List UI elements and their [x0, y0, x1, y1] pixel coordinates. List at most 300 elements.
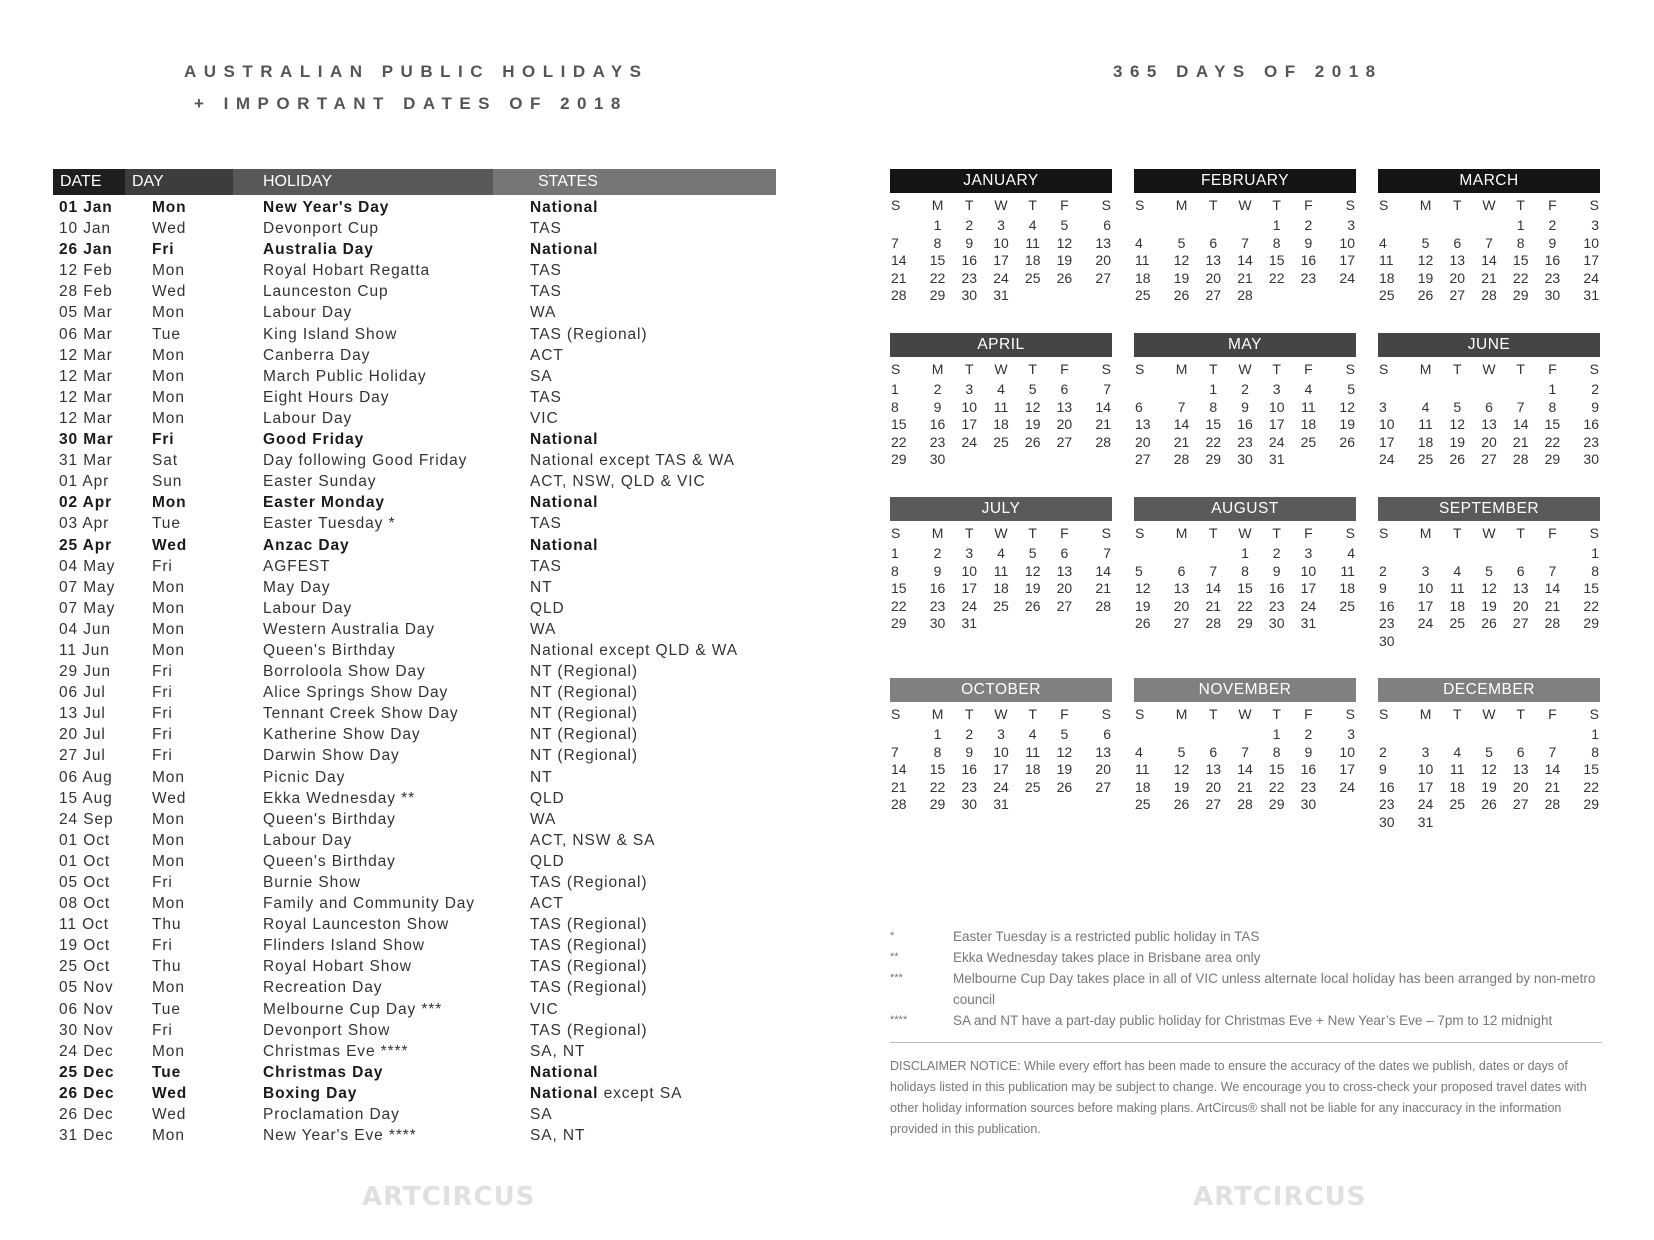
cell-day: Mon — [152, 367, 185, 385]
day-cell — [1229, 217, 1261, 235]
day-cell: 8 — [1209, 398, 1218, 415]
day-cell: 9 — [965, 743, 974, 760]
cell-states: TAS — [530, 557, 562, 575]
table-row — [53, 535, 776, 556]
cell-day: Fri — [152, 1021, 173, 1039]
day-cell — [1441, 381, 1473, 399]
day-cell: 27 — [1205, 796, 1222, 813]
cell-states-main: National — [530, 1084, 599, 1102]
day-cell: 19 — [1056, 761, 1073, 778]
table-row — [53, 851, 776, 872]
cell-day: Mon — [152, 1127, 185, 1145]
cell-date: 15 Aug — [59, 789, 113, 807]
day-cell: 26 — [1417, 287, 1434, 304]
day-cell: 4 — [1421, 398, 1430, 415]
day-cell: 15 — [1237, 580, 1253, 597]
weekday-label: M — [1175, 197, 1188, 213]
day-cell — [985, 451, 1017, 469]
day-cell: 14 — [1095, 562, 1111, 579]
cell-states: ACT — [530, 895, 564, 913]
week-row — [890, 434, 1112, 452]
week-row — [1134, 451, 1356, 469]
weekday-label: M — [1175, 361, 1188, 377]
cell-day: Wed — [152, 220, 187, 238]
day-cell: 10 — [961, 562, 978, 579]
day-cell: 6 — [1209, 743, 1218, 760]
day-cell: 17 — [1379, 433, 1395, 450]
cell-states: SA — [530, 367, 553, 385]
week-row — [890, 615, 1112, 633]
day-cell: 27 — [1205, 287, 1222, 304]
table-row — [53, 1125, 776, 1146]
day-cell: 9 — [1591, 398, 1599, 415]
day-cell: 5 — [1177, 234, 1186, 251]
cell-states: TAS (Regional) — [530, 958, 648, 976]
footnotes — [890, 926, 1602, 1031]
weekday-label: T — [1209, 706, 1218, 722]
day-cell: 22 — [929, 778, 946, 795]
cell-day: Mon — [152, 409, 185, 427]
day-cell — [1441, 726, 1473, 744]
day-cell: 3 — [965, 545, 974, 561]
day-cell: 30 — [961, 287, 978, 304]
day-cell: 14 — [1173, 416, 1190, 433]
day-cell — [1197, 545, 1229, 563]
cell-states: TAS — [530, 283, 562, 301]
cell-date: 12 Mar — [59, 367, 113, 385]
day-cell: 20 — [1512, 597, 1529, 614]
cell-states: NT (Regional) — [530, 663, 638, 681]
day-cell: 21 — [1544, 597, 1561, 614]
weekday-label: T — [1028, 525, 1037, 541]
day-cell: 22 — [891, 597, 907, 614]
day-cell — [1441, 814, 1473, 832]
day-cell — [1410, 633, 1442, 651]
cell-states: NT — [530, 578, 553, 596]
day-cell: 6 — [1485, 398, 1493, 415]
day-cell: 1 — [1591, 545, 1599, 561]
cell-day: Mon — [152, 304, 185, 322]
cell-holiday: Easter Tuesday * — [263, 515, 396, 533]
cell-holiday: Recreation Day — [263, 979, 383, 997]
day-cell: 11 — [1379, 252, 1394, 269]
cell-day: Wed — [152, 1106, 187, 1124]
day-cell: 7 — [891, 234, 899, 251]
day-cell: 17 — [1268, 416, 1285, 433]
weekday-label: M — [1419, 197, 1432, 213]
day-cell: 11 — [1450, 761, 1465, 778]
cell-holiday: Anzac Day — [263, 536, 350, 554]
day-cell: 22 — [1544, 433, 1561, 450]
weekday-label: M — [931, 197, 944, 213]
day-cell — [1080, 451, 1112, 469]
day-cell: 18 — [1379, 269, 1395, 286]
weekday-label: T — [1516, 525, 1525, 541]
day-cell: 14 — [1544, 761, 1561, 778]
day-cell: 13 — [1512, 761, 1529, 778]
day-cell: 15 — [1583, 761, 1599, 778]
day-cell: 29 — [1544, 451, 1561, 468]
day-cell: 5 — [1060, 217, 1069, 233]
weekday-labels — [1378, 195, 1600, 217]
cell-states: TAS (Regional) — [530, 874, 648, 891]
day-cell — [1049, 796, 1081, 814]
day-cell: 12 — [1135, 580, 1151, 597]
day-cell — [1378, 545, 1410, 563]
day-cell: 20 — [1173, 597, 1190, 614]
day-cell: 29 — [1237, 615, 1253, 632]
day-cell: 22 — [1583, 597, 1599, 614]
week-row — [1134, 217, 1356, 235]
cell-holiday: Alice Springs Show Day — [263, 684, 449, 702]
weekday-label: S — [1135, 525, 1145, 541]
day-cell: 7 — [1177, 398, 1186, 415]
cell-day: Sat — [152, 452, 178, 470]
cell-holiday: Flinders Island Show — [263, 937, 425, 955]
weekday-label: S — [1101, 525, 1111, 541]
cell-day: Tue — [152, 325, 181, 343]
cell-holiday: Burnie Show — [263, 874, 361, 891]
day-cell: 16 — [1544, 252, 1561, 269]
table-row — [53, 809, 776, 830]
day-cell: 28 — [891, 287, 907, 304]
cell-states: QLD — [530, 789, 565, 807]
week-row — [1134, 287, 1356, 305]
day-cell: 16 — [929, 416, 946, 433]
day-cell: 18 — [1024, 761, 1041, 778]
weekday-label: S — [1135, 706, 1145, 722]
weekday-label: S — [1135, 197, 1145, 213]
table-row — [53, 1083, 776, 1104]
cell-date: 28 Feb — [59, 283, 113, 301]
cell-states: WA — [530, 620, 557, 638]
month-header: FEBRUARY — [1134, 169, 1356, 193]
week-row — [890, 598, 1112, 616]
day-cell: 19 — [1173, 269, 1190, 286]
day-cell: 24 — [961, 433, 978, 450]
cell-holiday: Family and Community Day — [263, 895, 475, 913]
cell-date: 26 Jan — [59, 241, 113, 259]
day-cell: 31 — [1583, 287, 1599, 304]
day-cell: 1 — [1591, 726, 1599, 742]
table-row — [53, 661, 776, 682]
day-cell — [1473, 545, 1505, 563]
weekday-label: W — [1238, 197, 1252, 213]
day-cell: 7 — [1241, 743, 1249, 760]
day-cell: 21 — [891, 778, 907, 795]
footnote — [890, 1010, 1602, 1031]
table-body — [53, 197, 776, 1146]
weekday-label: T — [1209, 197, 1218, 213]
artcircus-logo-right: ARTCIRCUS — [1193, 1182, 1367, 1212]
day-cell: 8 — [1272, 743, 1281, 760]
day-cell: 19 — [1135, 597, 1151, 614]
table-row — [53, 640, 776, 661]
weekday-label: T — [1028, 706, 1037, 722]
day-cell: 4 — [1135, 743, 1143, 760]
day-cell — [1324, 796, 1356, 814]
day-cell: 21 — [1095, 416, 1111, 433]
week-row — [1134, 761, 1356, 779]
day-cell: 1 — [933, 217, 942, 233]
weekday-label: S — [1101, 706, 1111, 722]
day-cell: 23 — [1379, 796, 1395, 813]
cell-day: Tue — [152, 1000, 181, 1018]
week-row — [890, 399, 1112, 417]
table-row — [53, 788, 776, 809]
day-cell — [1017, 615, 1049, 633]
weekday-label: S — [891, 361, 901, 377]
footnote — [890, 947, 1602, 968]
day-cell: 24 — [961, 597, 978, 614]
weekday-label: T — [1272, 525, 1281, 541]
cell-holiday: Royal Hobart Regatta — [263, 262, 431, 280]
cell-date: 04 Jun — [59, 620, 111, 638]
cell-day: Mon — [152, 199, 187, 216]
weekday-label: W — [994, 525, 1008, 541]
day-cell: 7 — [1485, 234, 1493, 251]
month-header: JANUARY — [890, 169, 1112, 193]
day-cell — [1537, 545, 1569, 563]
weekday-label: S — [1101, 197, 1111, 213]
weekday-label: W — [1238, 525, 1252, 541]
day-cell — [1441, 633, 1473, 651]
day-cell: 8 — [1272, 234, 1281, 251]
week-row — [1134, 235, 1356, 253]
month-april — [890, 333, 1112, 469]
day-cell: 10 — [1300, 562, 1317, 579]
weekday-label: S — [1589, 706, 1599, 722]
day-cell: 25 — [993, 597, 1009, 614]
day-cell: 4 — [1453, 562, 1462, 579]
weekday-labels — [1134, 195, 1356, 217]
cell-holiday: Easter Sunday — [263, 473, 377, 491]
day-cell: 24 — [1583, 269, 1599, 286]
weekday-label: T — [1209, 525, 1218, 541]
day-cell: 9 — [1548, 234, 1557, 251]
day-cell: 28 — [1237, 796, 1253, 813]
weekday-label: M — [931, 525, 944, 541]
day-cell: 11 — [1025, 234, 1040, 251]
day-cell: 25 — [1449, 615, 1466, 632]
day-cell: 30 — [1300, 796, 1317, 813]
cell-holiday: Canberra Day — [263, 346, 371, 364]
weekday-label: W — [1482, 361, 1496, 377]
weekday-label: W — [994, 706, 1008, 722]
day-cell — [1017, 451, 1049, 469]
table-row — [53, 724, 776, 745]
weekday-label: S — [1379, 525, 1389, 541]
day-cell: 18 — [1300, 416, 1317, 433]
cell-holiday: Queen's Birthday — [263, 852, 396, 870]
cell-holiday: Eight Hours Day — [263, 388, 390, 406]
table-row — [53, 239, 776, 260]
day-cell: 15 — [1583, 580, 1599, 597]
day-cell — [1473, 217, 1505, 235]
day-cell: 23 — [961, 778, 978, 795]
day-cell — [1568, 633, 1600, 651]
day-cell: 6 — [1516, 562, 1525, 579]
day-cell: 15 — [891, 580, 907, 597]
weekday-label: T — [1272, 706, 1281, 722]
day-cell: 19 — [1173, 778, 1190, 795]
day-cell: 27 — [1135, 451, 1151, 468]
day-cell: 1 — [1209, 381, 1218, 397]
table-row — [53, 302, 776, 323]
day-cell: 28 — [1544, 615, 1561, 632]
day-cell — [1134, 726, 1166, 744]
day-cell: 23 — [1300, 269, 1317, 286]
day-cell: 26 — [1135, 615, 1151, 632]
left-title-line-2: + IMPORTANT DATES OF 2018 — [194, 94, 628, 113]
day-cell: 13 — [1205, 761, 1222, 778]
day-cell: 29 — [1512, 287, 1529, 304]
day-cell: 28 — [1512, 451, 1529, 468]
day-cell: 27 — [1056, 597, 1073, 614]
day-cell: 6 — [1516, 743, 1525, 760]
day-cell: 3 — [1347, 726, 1355, 742]
table-row — [53, 598, 776, 619]
day-cell: 24 — [1417, 796, 1434, 813]
day-cell: 4 — [1028, 726, 1037, 742]
weekday-label: F — [1060, 361, 1069, 377]
day-cell: 1 — [1272, 726, 1281, 742]
cell-day: Mon — [152, 578, 185, 596]
cell-holiday: Western Australia Day — [263, 620, 435, 638]
day-cell: 29 — [1583, 796, 1599, 813]
day-cell: 28 — [1237, 287, 1253, 304]
day-cell: 26 — [1173, 796, 1190, 813]
day-cell: 21 — [1095, 580, 1111, 597]
day-cell: 1 — [1516, 217, 1525, 233]
day-cell: 7 — [1548, 562, 1557, 579]
day-cell: 18 — [1135, 269, 1151, 286]
day-cell: 9 — [1272, 562, 1281, 579]
day-cell: 23 — [1237, 433, 1253, 450]
day-cell: 31 — [1268, 451, 1285, 468]
week-row — [1378, 217, 1600, 235]
week-row — [1378, 814, 1600, 832]
week-row — [1378, 381, 1600, 399]
day-cell: 14 — [1095, 398, 1111, 415]
day-cell: 31 — [993, 287, 1009, 304]
day-cell: 27 — [1056, 433, 1073, 450]
weekday-label: T — [1516, 706, 1525, 722]
header-states: STATES — [493, 169, 776, 195]
day-cell: 21 — [1481, 269, 1497, 286]
month-header: JUNE — [1378, 333, 1600, 357]
week-row — [1134, 270, 1356, 288]
cell-date: 04 May — [59, 557, 116, 575]
day-cell: 13 — [1056, 398, 1073, 415]
cell-date: 30 Nov — [59, 1021, 114, 1039]
day-cell — [1166, 545, 1198, 563]
day-cell — [1049, 451, 1081, 469]
cell-holiday: Labour Day — [263, 304, 353, 322]
weekday-label: F — [1548, 706, 1557, 722]
day-cell: 23 — [1379, 615, 1395, 632]
day-cell: 21 — [1237, 778, 1253, 795]
day-cell: 26 — [1481, 796, 1497, 813]
day-cell: 3 — [1272, 381, 1281, 397]
day-cell: 19 — [1481, 597, 1497, 614]
cell-day: Mon — [152, 852, 185, 870]
footnote-mark: ** — [890, 951, 899, 963]
month-header: SEPTEMBER — [1378, 497, 1600, 521]
day-cell: 14 — [1205, 580, 1222, 597]
day-cell: 6 — [1060, 545, 1069, 561]
table-row — [53, 471, 776, 492]
day-cell: 10 — [1379, 416, 1395, 433]
cell-date: 25 Apr — [59, 536, 113, 554]
cell-holiday: Tennant Creek Show Day — [263, 705, 459, 723]
cell-states: NT (Regional) — [530, 747, 638, 765]
cell-day: Wed — [152, 283, 187, 301]
day-cell: 5 — [1028, 545, 1037, 561]
cell-states: National except TAS & WA — [530, 452, 735, 470]
day-cell: 4 — [1028, 217, 1037, 233]
day-cell: 13 — [1135, 416, 1151, 433]
weekday-label: S — [1101, 361, 1111, 377]
day-cell: 29 — [929, 287, 946, 304]
day-cell: 5 — [1453, 398, 1462, 415]
day-cell: 6 — [1209, 234, 1218, 251]
cell-date: 05 Oct — [59, 874, 111, 891]
day-cell: 25 — [1379, 287, 1395, 304]
day-cell: 30 — [1544, 287, 1561, 304]
day-cell: 2 — [1379, 743, 1387, 760]
day-cell: 24 — [1417, 615, 1434, 632]
day-cell: 19 — [1449, 433, 1466, 450]
week-row — [890, 235, 1112, 253]
day-cell — [1537, 726, 1569, 744]
week-row — [1378, 615, 1600, 633]
week-row — [1378, 761, 1600, 779]
day-cell: 14 — [1512, 416, 1529, 433]
cell-date: 07 May — [59, 599, 116, 617]
day-cell: 16 — [1300, 252, 1317, 269]
day-cell: 13 — [1056, 562, 1073, 579]
day-cell: 23 — [929, 597, 946, 614]
day-cell: 5 — [1028, 381, 1037, 397]
day-cell: 26 — [1449, 451, 1466, 468]
day-cell: 3 — [1347, 217, 1355, 233]
day-cell: 20 — [1135, 433, 1151, 450]
cell-states: SA, NT — [530, 1127, 586, 1145]
day-cell: 8 — [1241, 562, 1249, 579]
day-cell — [1378, 726, 1410, 744]
weekday-label: M — [1419, 525, 1432, 541]
day-cell: 10 — [993, 234, 1009, 251]
day-cell: 14 — [1237, 252, 1253, 269]
day-cell — [1537, 814, 1569, 832]
month-header: MARCH — [1378, 169, 1600, 193]
day-cell: 11 — [1301, 398, 1316, 415]
cell-day: Mon — [152, 262, 185, 280]
day-cell: 2 — [1304, 217, 1313, 233]
day-cell — [1505, 545, 1537, 563]
table-row — [53, 767, 776, 788]
table-row — [53, 408, 776, 429]
day-cell: 28 — [1481, 287, 1497, 304]
week-row — [890, 726, 1112, 744]
cell-holiday: Labour Day — [263, 831, 353, 849]
day-cell — [1134, 545, 1166, 563]
day-cell: 8 — [1591, 562, 1599, 579]
cell-holiday: Good Friday — [263, 431, 365, 449]
day-cell: 25 — [1300, 433, 1317, 450]
day-cell: 30 — [1237, 451, 1253, 468]
